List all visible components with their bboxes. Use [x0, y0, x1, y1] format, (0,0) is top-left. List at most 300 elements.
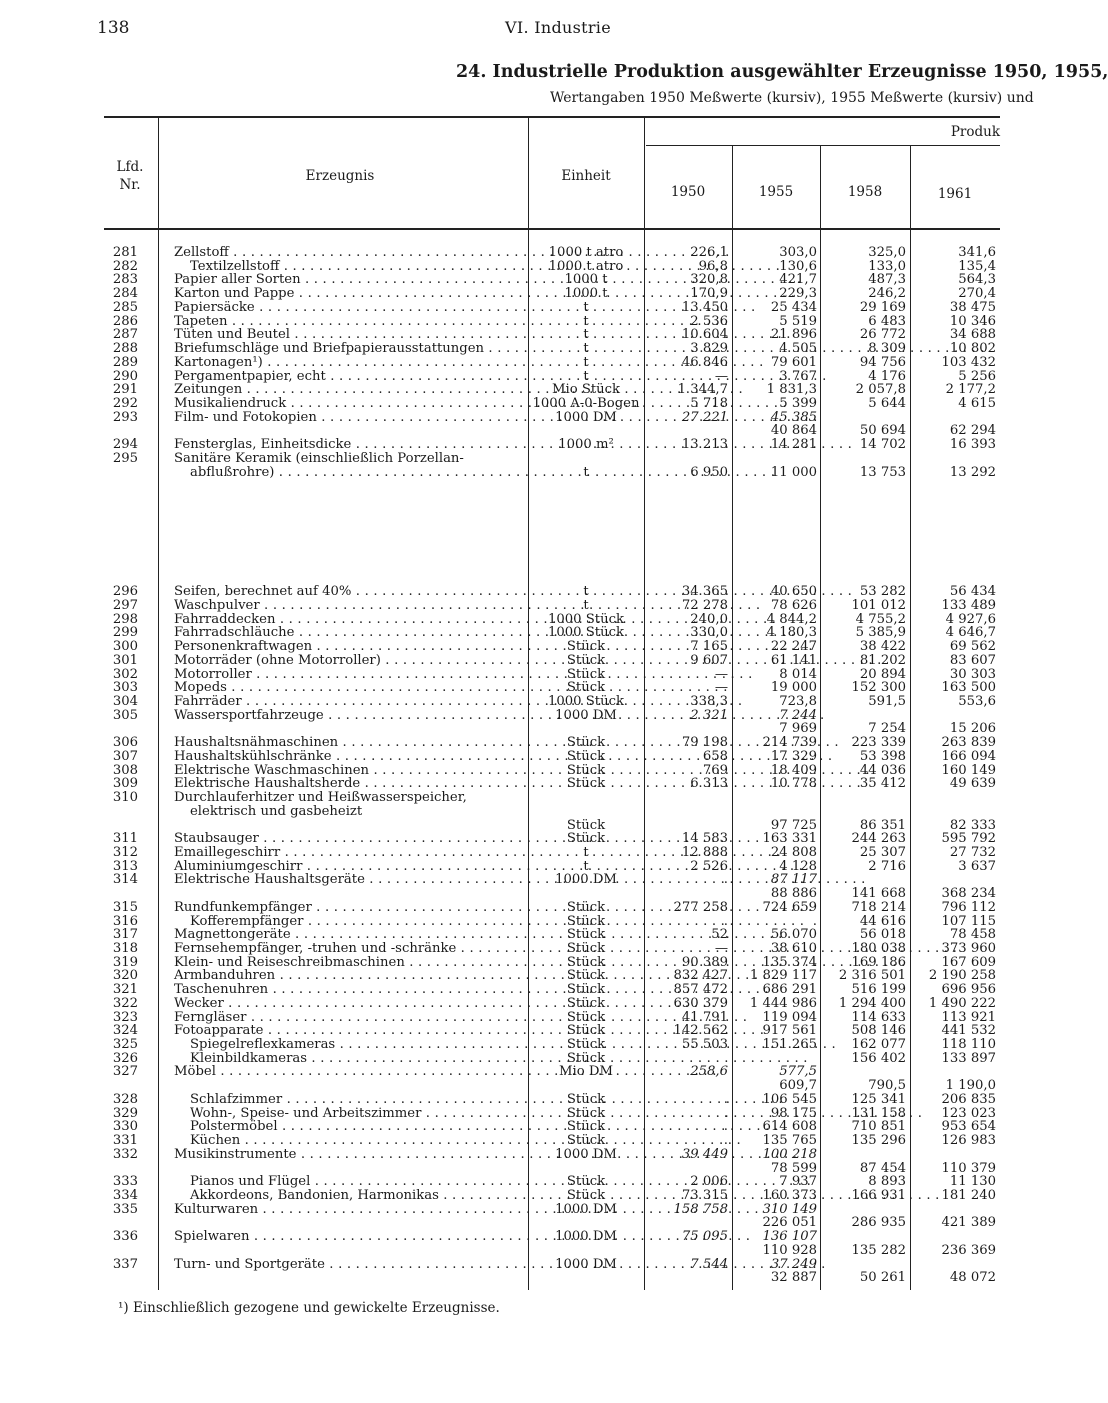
table-row: [0, 452, 1024, 466]
value-1961: 1 490 222: [928, 995, 996, 1011]
value-1955: 4 180,3: [766, 625, 817, 641]
table-row: [0, 901, 1024, 915]
table-row: [0, 928, 1024, 942]
row-number: 282: [112, 258, 138, 274]
value-1950: 9 607: [690, 652, 728, 668]
product-name: Karton und Pappe . . .: [174, 287, 516, 301]
row-number: 307: [112, 748, 138, 764]
row-number: 297: [112, 598, 138, 613]
value-1961: 16 393: [949, 437, 996, 453]
table-row: [0, 942, 1024, 956]
value-1958: 94 756: [859, 354, 906, 370]
value-1950: 73 315: [681, 1187, 728, 1203]
unit-cell: Mio Stück: [551, 382, 621, 398]
table-row: [0, 1216, 1024, 1230]
value-1958: 2 716: [868, 858, 906, 874]
value-1950: 2 006: [690, 1174, 728, 1190]
value-1955: 56 070: [770, 927, 817, 943]
row-number: 324: [112, 1023, 138, 1039]
product-name: Textilzellstoff . . .: [190, 260, 516, 274]
value-1961: 263 839: [941, 735, 996, 751]
unit-cell: Stück: [566, 748, 606, 764]
product-name: Pianos und Flügel . . .: [190, 1175, 516, 1189]
header-year-1958: 1958: [847, 184, 883, 200]
table-row: [0, 1134, 1024, 1148]
value-1950: —: [714, 680, 728, 696]
value-1958: 516 199: [851, 982, 906, 998]
value-1961: 34 688: [949, 327, 996, 343]
value-1955: 577,5: [779, 1064, 817, 1080]
value-1950: 55 503: [681, 1037, 728, 1052]
table-row: [0, 1093, 1024, 1107]
value-1955: 310 149: [762, 1201, 817, 1217]
unit-cell: Stück: [566, 735, 606, 751]
table-row: [0, 328, 1024, 342]
table-title: 24. Industrielle Produktion ausgewählter Erzeugnisse 1950, 1955,: [456, 62, 1108, 82]
product-name: Tüten und Beutel . . .: [174, 328, 516, 342]
value-1961: 126 983: [941, 1133, 996, 1148]
value-1950: 226,1: [690, 245, 728, 260]
table-row: [0, 846, 1024, 860]
row-number: 330: [112, 1119, 138, 1135]
value-1961: 4 615: [958, 395, 996, 411]
value-1955: 98 175: [770, 1105, 817, 1121]
row-number: 334: [112, 1187, 138, 1203]
table-row: [0, 1189, 1024, 1203]
product-name: Spiegelreflexkameras . . .: [190, 1038, 516, 1052]
product-name: Fernsehempfänger, -truhen und -schränke . . .: [174, 942, 516, 956]
unit-cell: Stück: [566, 1187, 606, 1203]
value-1958: 141 668: [851, 886, 906, 902]
value-1955: 135 765: [762, 1133, 817, 1148]
value-1950: 75 095: [681, 1229, 728, 1245]
value-1955: 724 659: [762, 899, 817, 915]
product-name: Kartonagen¹) . . .: [174, 356, 516, 370]
chapter-heading: VI. Industrie: [505, 18, 611, 37]
product-name: Personenkraftwagen . . .: [174, 640, 516, 654]
product-name: Armbanduhren . . .: [174, 969, 516, 983]
value-1955: 78 599: [770, 1160, 817, 1176]
unit-cell: 1000 t atro: [548, 258, 624, 274]
table-row: [0, 722, 1024, 736]
row-number: 304: [112, 694, 138, 709]
product-name: Fahrräder . . .: [174, 695, 516, 709]
unit-cell: 1000 Stück: [548, 694, 624, 709]
product-name: Rundfunkempfänger . . .: [174, 901, 516, 915]
value-1961: 4 646,7: [945, 625, 996, 641]
product-name: Film- und Fotokopien . . .: [174, 411, 516, 425]
product-name: Polstermöbel . . .: [190, 1120, 516, 1134]
value-1950: 330,0: [690, 625, 728, 641]
table-row: [0, 1079, 1024, 1093]
value-1950: 39 449: [681, 1146, 728, 1162]
product-name: Spielwaren . . .: [174, 1230, 516, 1244]
unit-cell: t: [583, 299, 589, 315]
value-1961: 160 149: [941, 762, 996, 778]
value-1958: 325,0: [868, 245, 906, 260]
value-1961: 236 369: [941, 1242, 996, 1258]
row-number: 318: [112, 941, 138, 956]
row-number: 296: [112, 584, 138, 600]
value-1950: 258,6: [690, 1064, 728, 1080]
value-1961: 83 607: [949, 652, 996, 668]
product-name: Motorroller . . .: [174, 668, 516, 682]
value-1958: 7 254: [868, 721, 906, 737]
table-row: [0, 1120, 1024, 1134]
table-row: [0, 887, 1024, 901]
value-1958: 5 644: [868, 395, 906, 411]
value-1961: 118 110: [941, 1037, 996, 1052]
value-1958: 156 402: [851, 1050, 906, 1066]
unit-cell: Stück: [566, 899, 606, 915]
unit-cell: Stück: [566, 1091, 606, 1107]
value-1958: 135 282: [851, 1242, 906, 1258]
table-row: [0, 1148, 1024, 1162]
value-1950: 90 389: [681, 954, 728, 970]
product-name: Fensterglas, Einheitsdicke . . .: [174, 438, 516, 452]
value-1955: 160 373: [762, 1187, 817, 1203]
value-1961: 123 023: [941, 1105, 996, 1121]
unit-cell: t: [583, 584, 589, 600]
value-1950: 13 450: [681, 299, 728, 315]
unit-cell: 1000 t atro: [548, 245, 624, 260]
row-number: 303: [112, 680, 138, 696]
value-1950: 52: [711, 927, 728, 943]
unit-cell: 1000 DM: [555, 409, 617, 425]
value-1958: 8 309: [868, 341, 906, 356]
unit-cell: Stück: [566, 1050, 606, 1066]
product-name: Mopeds . . .: [174, 681, 516, 695]
row-number: 329: [112, 1105, 138, 1121]
value-1955: 421,7: [779, 272, 817, 288]
value-1950: .: [723, 1105, 728, 1121]
value-1955: 4 844,2: [766, 611, 817, 627]
value-1961: 10 802: [949, 341, 996, 356]
value-1950: —: [714, 941, 728, 956]
product-name: Seifen, berechnet auf 40% . . .: [174, 585, 516, 599]
product-name: Briefumschläge und Briefpapierausstattungen . . .: [174, 342, 516, 356]
product-name: Durchlauferhitzer und Heißwasserspeicher,: [174, 790, 467, 805]
product-name: Kofferempfänger . . .: [190, 915, 516, 929]
value-1950: 658: [702, 748, 728, 764]
value-1958: 166 931: [851, 1187, 906, 1203]
value-1950: 1 344,7: [677, 382, 728, 398]
row-number: 300: [112, 639, 138, 655]
row-number: 298: [112, 611, 138, 627]
product-name: Elektrische Haushaltsherde . . .: [174, 777, 516, 791]
product-name: Wohn-, Speise- und Arbeitszimmer . . .: [190, 1107, 516, 1121]
value-1950: 769: [702, 762, 728, 778]
unit-cell: Stück: [566, 762, 606, 778]
value-1961: 1 190,0: [945, 1078, 996, 1094]
unit-cell: Stück: [566, 652, 606, 668]
value-1961: 135,4: [958, 258, 996, 274]
product-name: Haushaltsnähmaschinen . . .: [174, 736, 516, 750]
row-number: 317: [112, 927, 138, 943]
value-1950: .: [723, 913, 728, 929]
table-row: [0, 287, 1024, 301]
value-1958: 81 202: [859, 652, 906, 668]
product-name: Waschpulver . . .: [174, 599, 516, 613]
group-header-rule: [646, 145, 1000, 146]
value-1961: 62 294: [949, 423, 996, 439]
table-row: [0, 764, 1024, 778]
unit-cell: Stück: [566, 1133, 606, 1148]
table-row: [0, 1107, 1024, 1121]
product-name: abflußrohre) . . .: [190, 466, 516, 480]
value-1955: 40 650: [770, 584, 817, 600]
value-1955: 1 831,3: [766, 382, 817, 398]
value-1955: 18 409: [770, 762, 817, 778]
row-number: 335: [112, 1201, 138, 1217]
value-1950: 170,9: [690, 286, 728, 302]
value-1955: 303,0: [779, 245, 817, 260]
value-1958: 38 422: [859, 639, 906, 655]
unit-cell: t: [583, 341, 589, 356]
row-number: 290: [112, 368, 138, 384]
unit-cell: Stück: [566, 1023, 606, 1039]
value-1955: 151 265: [762, 1037, 817, 1052]
table-row: [0, 969, 1024, 983]
table-row: [0, 1162, 1024, 1176]
value-1950: 27 221: [681, 409, 728, 425]
unit-cell: 1000 A-0-Bogen: [532, 395, 640, 411]
value-1961: 163 500: [941, 680, 996, 696]
unit-cell: 1000 t: [564, 272, 608, 288]
value-1950: .: [723, 1133, 728, 1148]
value-1961: 48 072: [949, 1270, 996, 1286]
value-1955: 19 000: [770, 680, 817, 696]
table-row: [0, 1271, 1024, 1285]
row-number: 301: [112, 652, 138, 668]
value-1950: —: [714, 666, 728, 682]
table-row: [0, 397, 1024, 411]
value-1958: 44 036: [859, 762, 906, 778]
value-1961: 421 389: [941, 1215, 996, 1231]
value-1958: 169 186: [851, 954, 906, 970]
product-name: Küchen . . .: [190, 1134, 516, 1148]
value-1955: 5 399: [779, 395, 817, 411]
value-1955: 1 829 117: [749, 968, 817, 984]
product-name: Musikinstrumente . . .: [174, 1148, 516, 1162]
footnote: ¹) Einschließlich gezogene und gewickelte Erzeugnisse.: [118, 1300, 500, 1316]
row-number: 323: [112, 1009, 138, 1025]
value-1958: 53 282: [859, 584, 906, 600]
product-name: Fotoapparate . . .: [174, 1024, 516, 1038]
row-number: 286: [112, 313, 138, 329]
table-row: [0, 1175, 1024, 1189]
value-1950: —: [714, 368, 728, 384]
row-number: 311: [112, 831, 138, 847]
product-name: Akkordeons, Bandonien, Harmonikas . . .: [190, 1189, 516, 1203]
value-1958: 114 633: [851, 1009, 906, 1025]
value-1958: 5 385,9: [855, 625, 906, 641]
value-1955: 24 808: [770, 844, 817, 860]
value-1955: 7 244: [779, 707, 817, 723]
table-row: [0, 1258, 1024, 1272]
value-1961: 56 434: [949, 584, 996, 600]
header-bottom-rule: [104, 228, 1000, 230]
table-row: [0, 695, 1024, 709]
value-1961: 103 432: [941, 354, 996, 370]
value-1961: 564,3: [958, 272, 996, 288]
header-year-1961: 1961: [937, 186, 973, 202]
value-1958: 50 261: [859, 1270, 906, 1286]
unit-cell: 1000 DM: [555, 707, 617, 723]
row-number: 287: [112, 327, 138, 343]
value-1958: 135 296: [851, 1133, 906, 1148]
value-1955: 4 128: [779, 858, 817, 874]
row-number: 333: [112, 1174, 138, 1190]
unit-cell: Stück: [566, 680, 606, 696]
value-1958: 101 012: [851, 598, 906, 613]
value-1961: 110 379: [941, 1160, 996, 1176]
table-row: [0, 438, 1024, 452]
value-1950: 2 526: [690, 858, 728, 874]
value-1950: 7 165: [690, 639, 728, 655]
value-1958: 56 018: [859, 927, 906, 943]
page-number: 138: [97, 18, 130, 38]
value-1958: 131 158: [851, 1105, 906, 1121]
row-number: 285: [112, 299, 138, 315]
unit-cell: 1000 t: [564, 286, 608, 302]
value-1958: 29 169: [859, 299, 906, 315]
value-1961: 133 489: [941, 598, 996, 613]
value-1961: 4 927,6: [945, 611, 996, 627]
unit-cell: 1000 DM: [555, 1201, 617, 1217]
product-name: Elektrische Haushaltsgeräte . . .: [174, 873, 516, 887]
product-name: Haushaltskühlschränke . . .: [174, 750, 516, 764]
table-row: [0, 777, 1024, 791]
value-1958: 53 398: [859, 748, 906, 764]
row-number: 292: [112, 395, 138, 411]
unit-cell: t: [583, 327, 589, 343]
value-1958: 223 339: [851, 735, 906, 751]
value-1955: 163 331: [762, 831, 817, 847]
value-1950: .: [723, 1091, 728, 1107]
table-row: [0, 915, 1024, 929]
unit-cell: t: [583, 598, 589, 613]
value-1950: 277 258: [673, 899, 728, 915]
value-1955: .: [812, 913, 817, 929]
value-1950: 158 758: [673, 1201, 728, 1217]
value-1958: 710 851: [851, 1119, 906, 1135]
table-row: [0, 599, 1024, 613]
row-number: 308: [112, 762, 138, 778]
value-1958: 591,5: [868, 694, 906, 709]
value-1955: 61 141: [770, 652, 817, 668]
unit-cell: Stück: [566, 968, 606, 984]
value-1950: 14 583: [681, 831, 728, 847]
table-row: [0, 626, 1024, 640]
row-number: 320: [112, 968, 138, 984]
value-1950: 34 365: [681, 584, 728, 600]
value-1961: 5 256: [958, 368, 996, 384]
unit-cell: t: [583, 368, 589, 384]
unit-cell: Stück: [566, 941, 606, 956]
value-1958: 718 214: [851, 899, 906, 915]
value-1958: 1 294 400: [838, 995, 906, 1011]
value-1955: 106 545: [762, 1091, 817, 1107]
table-row: [0, 356, 1024, 370]
product-name: Kleinbildkameras . . .: [190, 1052, 516, 1066]
table-row: [0, 1065, 1024, 1079]
table-row: [0, 1244, 1024, 1258]
row-number: 322: [112, 995, 138, 1011]
unit-cell: Stück: [566, 666, 606, 682]
value-1961: 270,4: [958, 286, 996, 302]
product-name: Zellstoff . . .: [174, 246, 516, 260]
value-1950: 7 544: [690, 1256, 728, 1272]
value-1955: 7 937: [779, 1174, 817, 1190]
value-1955: 21 896: [770, 327, 817, 343]
value-1955: 136 107: [762, 1229, 817, 1245]
value-1958: 87 454: [859, 1160, 906, 1176]
value-1955: 45 385: [770, 409, 817, 425]
table-top-rule: [104, 116, 1000, 118]
table-row: [0, 383, 1024, 397]
value-1955: 37 249: [770, 1256, 817, 1272]
unit-cell: Stück: [566, 1105, 606, 1121]
value-1961: 953 654: [941, 1119, 996, 1135]
value-1955: 5 519: [779, 313, 817, 329]
table-row: [0, 983, 1024, 997]
table-row: [0, 370, 1024, 384]
value-1950: 41 791: [681, 1009, 728, 1025]
value-1955: 119 094: [762, 1009, 817, 1025]
row-number: 294: [112, 437, 138, 453]
value-1961: 796 112: [941, 899, 996, 915]
unit-cell: 1000 Stück: [548, 625, 624, 641]
value-1958: 162 077: [851, 1037, 906, 1052]
product-name: Kulturwaren . . .: [174, 1203, 516, 1217]
value-1955: 8 014: [779, 666, 817, 682]
table-row: [0, 1203, 1024, 1217]
value-1961: 78 458: [949, 927, 996, 943]
unit-cell: t: [583, 354, 589, 370]
value-1955: 135 374: [762, 954, 817, 970]
value-1958: 246,2: [868, 286, 906, 302]
row-number: 312: [112, 844, 138, 860]
product-name: Staubsauger . . .: [174, 832, 516, 846]
value-1958: 133,0: [868, 258, 906, 274]
value-1958: 8 893: [868, 1174, 906, 1190]
value-1950: 2 321: [690, 707, 728, 723]
value-1961: 3 637: [958, 858, 996, 874]
header-product: Erzeugnis: [305, 168, 375, 184]
value-1955: 1 444 986: [749, 995, 817, 1011]
table-row: [0, 832, 1024, 846]
unit-cell: Stück: [566, 954, 606, 970]
row-number: 291: [112, 382, 138, 398]
row-number: 326: [112, 1050, 138, 1066]
value-1955: 22 247: [770, 639, 817, 655]
table-row: [0, 424, 1024, 438]
row-number: 309: [112, 776, 138, 792]
value-1961: 49 639: [949, 776, 996, 792]
product-name: Aluminiumgeschirr . . .: [174, 860, 516, 874]
value-1961: 2 177,2: [945, 382, 996, 398]
unit-cell: Stück: [566, 639, 606, 655]
row-number: 306: [112, 735, 138, 751]
header-unit: Einheit: [561, 168, 611, 184]
value-1961: 11 130: [949, 1174, 996, 1190]
row-number: 325: [112, 1037, 138, 1052]
value-1955: 100 218: [762, 1146, 817, 1162]
value-1950: 857 472: [673, 982, 728, 998]
value-1955: 78 626: [770, 598, 817, 613]
value-1961: 113 921: [941, 1009, 996, 1025]
